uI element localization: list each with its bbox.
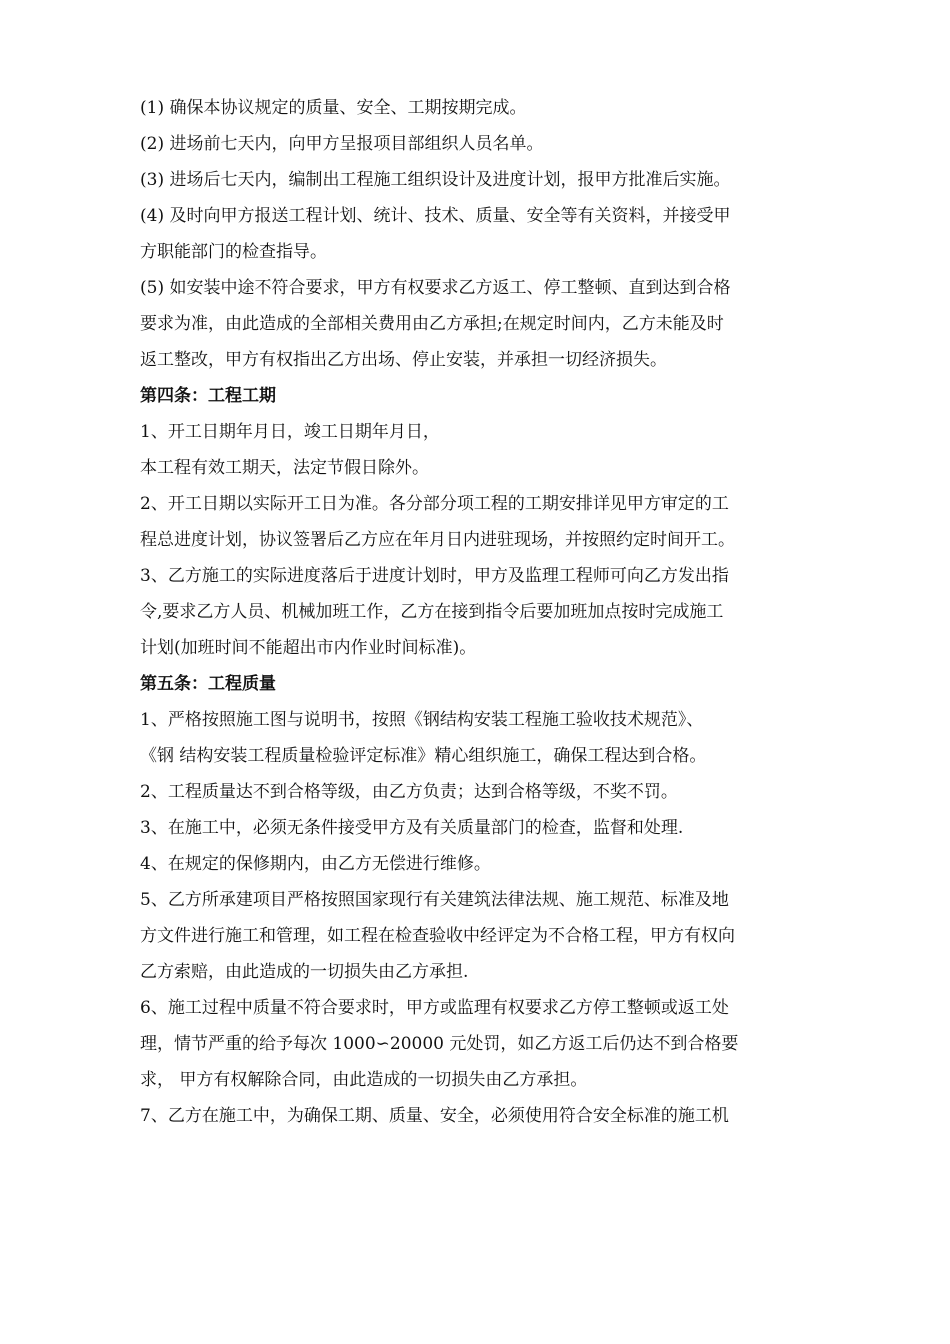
paragraph [140, 450, 820, 486]
paragraph [140, 414, 820, 450]
paragraph-line: 要求为准，由此造成的全部相关费用由乙方承担;在规定时间内，乙方未能及时 [140, 314, 724, 334]
heading-text: 第四条：工程工期 [140, 386, 276, 406]
paragraph [140, 702, 820, 774]
paragraph-line: 3、在施工中，必须无条件接受甲方及有关质量部门的检查，监督和处理. [140, 818, 684, 838]
paragraph-line: 5、乙方所承建项目严格按照国家现行有关建筑法律法规、施工规范、标准及地 [140, 890, 729, 910]
paragraph-line: 2、开工日期以实际开工日为准。各分部分项工程的工期安排详见甲方审定的工 [140, 494, 729, 514]
paragraph-line: 7、乙方在施工中，为确保工期、质量、安全，必须使用符合安全标准的施工机 [140, 1106, 729, 1126]
paragraph-line: 令,要求乙方人员、机械加班工作，乙方在接到指令后要加班加点按时完成施工 [140, 602, 724, 622]
paragraph-line: 乙方索赔，由此造成的一切损失由乙方承担. [140, 962, 469, 982]
paragraph [140, 846, 820, 882]
paragraph-line: 1、严格按照施工图与说明书，按照《钢结构安装工程施工验收技术规范》、 [140, 710, 704, 730]
paragraph-line: 4、在规定的保修期内，由乙方无偿进行维修。 [140, 854, 491, 874]
paragraph [140, 90, 820, 126]
section-heading [140, 378, 820, 414]
heading-text: 第五条：工程质量 [140, 674, 276, 694]
paragraph [140, 990, 820, 1098]
paragraph-line: 6、施工过程中质量不符合要求时，甲方或监理有权要求乙方停工整顿或返工处 [140, 998, 729, 1018]
paragraph-line: 2、工程质量达不到合格等级，由乙方负责；达到合格等级，不奖不罚。 [140, 782, 678, 802]
paragraph-line: (5) 如安装中途不符合要求，甲方有权要求乙方返工、停工整顿、直到达到合格 [140, 278, 731, 298]
paragraph-line: 程总进度计划，协议签署后乙方应在年月日内进驻现场，并按照约定时间开工。 [140, 530, 735, 550]
paragraph-line: 本工程有效工期天，法定节假日除外。 [140, 458, 429, 478]
paragraph-line: (4) 及时向甲方报送工程计划、统计、技术、质量、安全等有关资料，并接受甲 [140, 206, 731, 226]
paragraph-line: 3、乙方施工的实际进度落后于进度计划时，甲方及监理工程师可向乙方发出指 [140, 566, 729, 586]
paragraph [140, 270, 820, 378]
paragraph-line: 理，情节严重的给予每次 1000∽20000 元处罚，如乙方返工后仍达不到合格要 [140, 1034, 739, 1054]
paragraph-line: 求， 甲方有权解除合同，由此造成的一切损失由乙方承担。 [140, 1070, 588, 1090]
paragraph [140, 1098, 820, 1134]
paragraph [140, 162, 820, 198]
paragraph-line: (1) 确保本协议规定的质量、安全、工期按期完成。 [140, 98, 527, 118]
paragraph-line: (3) 进场后七天内，编制出工程施工组织设计及进度计划，报甲方批准后实施。 [140, 170, 731, 190]
paragraph [140, 486, 820, 558]
paragraph-line: 1、开工日期年月日，竣工日期年月日， [140, 422, 440, 442]
paragraph [140, 810, 820, 846]
paragraph-line: (2) 进场前七天内，向甲方呈报项目部组织人员名单。 [140, 134, 544, 154]
paragraph-line: 方职能部门的检查指导。 [140, 242, 327, 262]
paragraph [140, 882, 820, 990]
section-heading [140, 666, 820, 702]
paragraph [140, 774, 820, 810]
paragraph [140, 198, 820, 270]
paragraph-line: 《钢 结构安装工程质量检验评定标准》精心组织施工，确保工程达到合格。 [140, 746, 707, 766]
paragraph-line: 返工整改，甲方有权指出乙方出场、停止安装，并承担一切经济损失。 [140, 350, 667, 370]
paragraph [140, 126, 820, 162]
paragraph-line: 计划(加班时间不能超出市内作业时间标准)。 [140, 638, 477, 658]
paragraph [140, 558, 820, 666]
paragraph-line: 方文件进行施工和管理，如工程在检查验收中经评定为不合格工程，甲方有权向 [140, 926, 735, 946]
document-body [140, 90, 820, 1134]
